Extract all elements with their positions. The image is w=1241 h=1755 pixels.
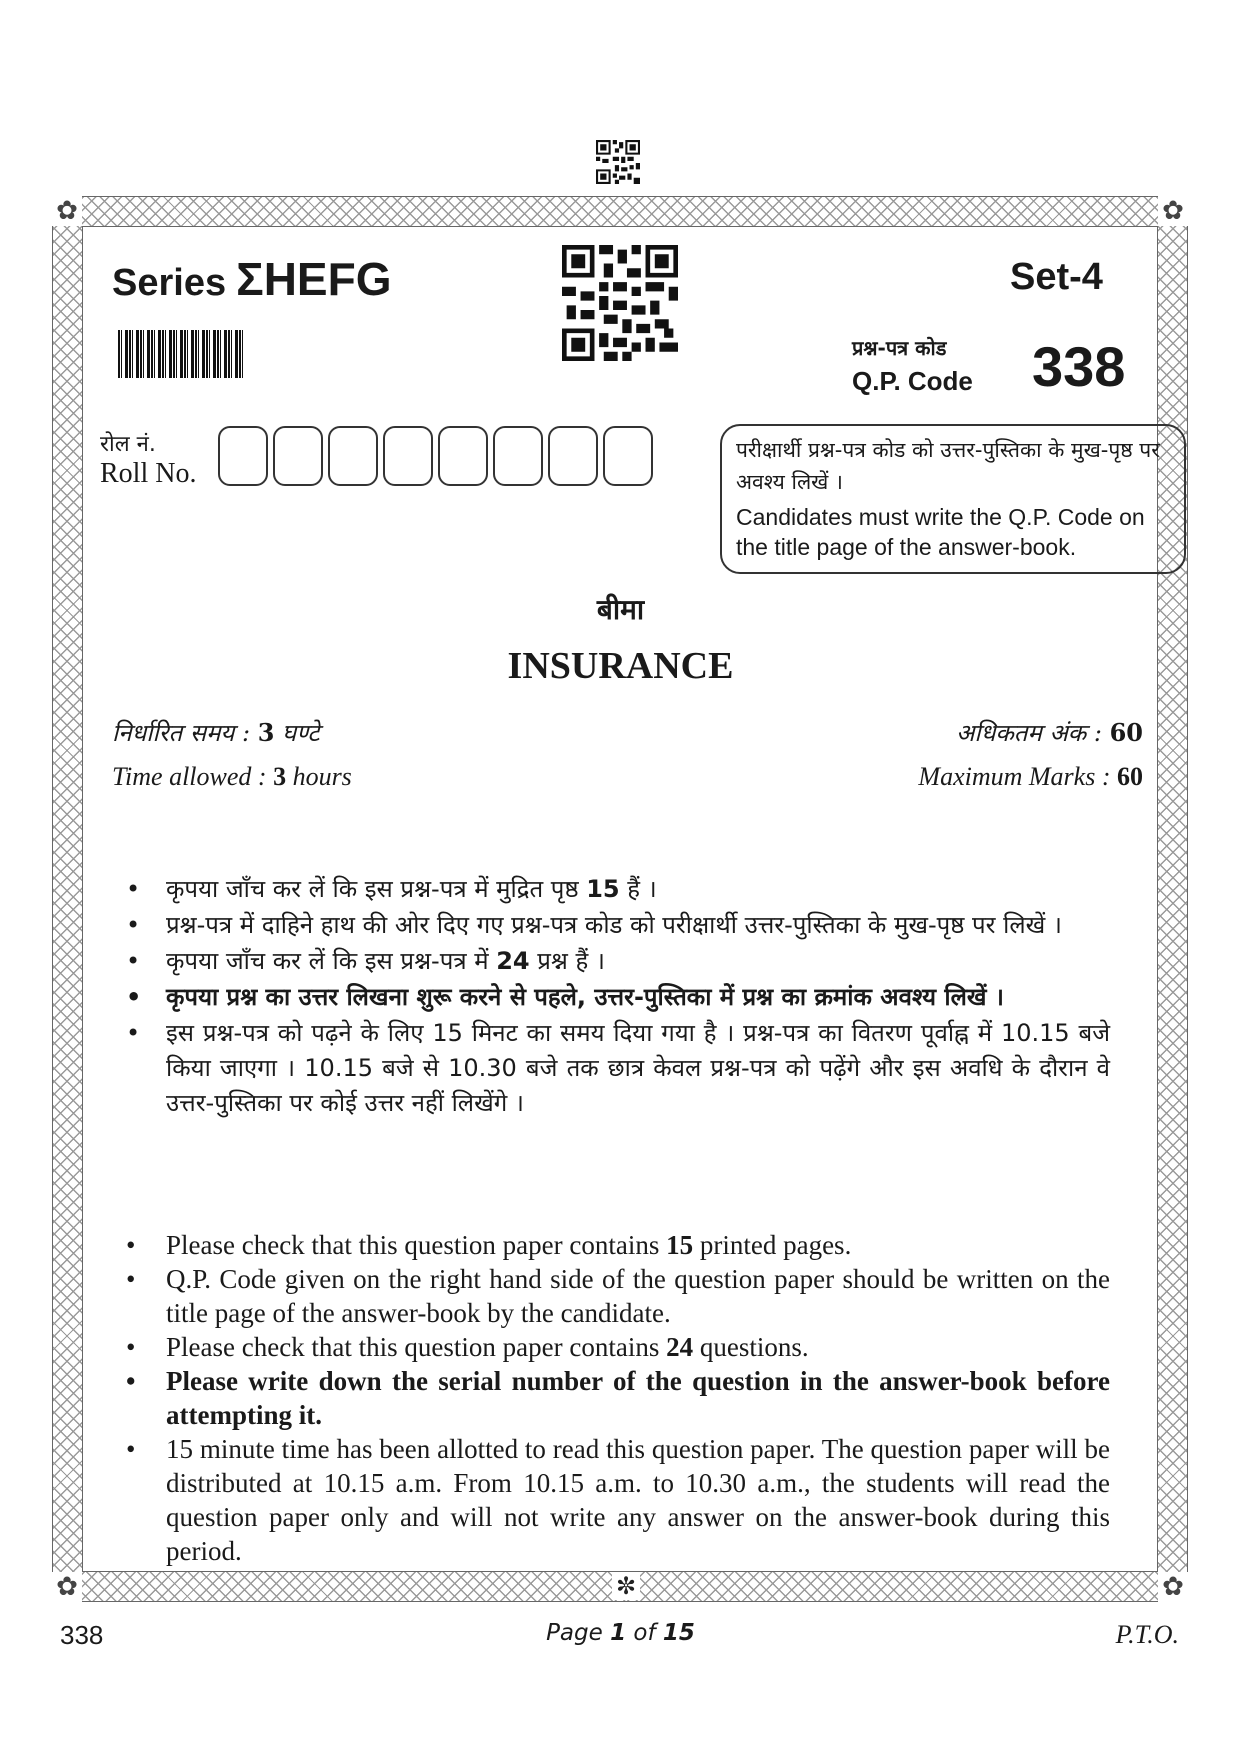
- marks-hindi-label: अधिकतम अंक :: [956, 719, 1110, 747]
- footer-paper-code: 338: [60, 1620, 104, 1650]
- roll-number-boxes: [218, 426, 658, 486]
- instruction-text: कृपया जाँच कर लें कि इस प्रश्न-पत्र में: [166, 947, 497, 975]
- series-label: [112, 252, 391, 306]
- instruction-text: questions.: [693, 1332, 809, 1362]
- qr-code-icon: [562, 245, 678, 361]
- page-prefix: Page: [546, 1620, 611, 1646]
- instruction-number: 15: [666, 1230, 694, 1260]
- time-english-unit: hours: [286, 762, 352, 791]
- subject-title-hindi: बीमा: [596, 593, 645, 626]
- roll-digit-box[interactable]: [493, 426, 543, 486]
- instruction-number: 24: [666, 1332, 694, 1362]
- instruction-number: 15: [586, 875, 620, 903]
- instruction-item: [120, 1228, 1110, 1262]
- instruction-item: • 15 minute time has been allotted to read this question paper. The question paper will be distributed at 10.15 a.m. From 10.15 a.m. to 10.30 a.m., the students will read the question paper only and will not write any answer on the answer-book during this period.: [120, 1432, 1110, 1568]
- instruction-number: 24: [496, 947, 530, 975]
- subject-title-english: INSURANCE: [507, 645, 734, 687]
- corner-ornament-icon: ✿: [52, 196, 82, 226]
- max-marks-hindi: [956, 716, 1143, 749]
- qr-code-small-icon: [596, 140, 640, 184]
- page-total: 15: [662, 1620, 695, 1646]
- footer-page-number: [0, 1620, 1241, 1646]
- star-ornament-icon: ✼: [612, 1572, 640, 1600]
- footer-pto: P.T.O.: [1115, 1620, 1179, 1649]
- time-allowed-english: [112, 762, 352, 792]
- roll-digit-box[interactable]: [328, 426, 378, 486]
- corner-ornament-icon: ✿: [1158, 196, 1188, 226]
- roll-digit-box[interactable]: [438, 426, 488, 486]
- qp-code-label-hindi: प्रश्न-पत्र कोड: [852, 336, 947, 360]
- instruction-text: हैं ।: [619, 875, 657, 903]
- marks-english-value: 60: [1117, 762, 1143, 791]
- roll-digit-box[interactable]: [273, 426, 323, 486]
- marks-hindi-value: 60: [1109, 718, 1143, 747]
- instruction-text: printed pages.: [693, 1230, 852, 1260]
- qp-code-number: 338: [1032, 335, 1126, 398]
- instruction-item: • इस प्रश्न-पत्र को पढ़ने के लिए 15 मिनट का समय दिया गया है । प्रश्न-पत्र का वितरण पूर्वाह्न में 10.15 बजे किया जाएगा । 10.15 बजे से 10.30 बजे तक छात्र केवल प्रश्न-पत्र को पढ़ेंगे और इस अवधि के दौरान वे उत्तर-पुस्तिका पर कोई उत्तर नहीं लिखेंगे ।: [120, 1016, 1110, 1121]
- time-hindi-value: 3: [257, 718, 275, 747]
- time-english-value: 3: [273, 762, 287, 791]
- time-hindi-label: निर्धारित समय :: [112, 719, 258, 747]
- marks-english-label: Maximum Marks :: [918, 762, 1117, 791]
- instruction-text: प्रश्न हैं ।: [529, 947, 605, 975]
- instruction-item: [120, 872, 1110, 907]
- corner-ornament-icon: ✿: [1158, 1572, 1188, 1602]
- max-marks-english: [918, 762, 1143, 792]
- roll-digit-box[interactable]: [383, 426, 433, 486]
- instruction-item: [120, 1330, 1110, 1364]
- set-label: Set-4: [1010, 256, 1103, 298]
- barcode-icon: [118, 330, 246, 378]
- roll-digit-box[interactable]: [218, 426, 268, 486]
- roll-label-hindi: रोल नं.: [100, 432, 156, 457]
- instruction-item: • प्रश्न-पत्र में दाहिने हाथ की ओर दिए गए प्रश्न-पत्र कोड को परीक्षार्थी उत्तर-पुस्तिका के मुख-पृष्ठ पर लिखें ।: [120, 908, 1110, 943]
- instruction-item: • Please write down the serial number of the question in the answer-book before attempting it.: [120, 1364, 1110, 1432]
- roll-digit-box[interactable]: [548, 426, 598, 486]
- time-allowed-hindi: [112, 716, 319, 749]
- series-code: ΣHEFG: [236, 253, 392, 305]
- instruction-item: [120, 944, 1110, 979]
- instruction-item: • कृपया प्रश्न का उत्तर लिखना शुरू करने से पहले, उत्तर-पुस्तिका में प्रश्न का क्रमांक अवश्य लिखें ।: [120, 980, 1110, 1015]
- roll-label-english: Roll No.: [100, 458, 197, 489]
- corner-ornament-icon: ✿: [52, 1572, 82, 1602]
- instruction-item: • Q.P. Code given on the right hand side of the question paper should be written on the title page of the answer-book by the candidate.: [120, 1262, 1110, 1330]
- series-label-text: Series: [112, 262, 227, 304]
- instruction-text: Please check that this question paper contains: [166, 1332, 667, 1362]
- page-current: 1: [610, 1620, 627, 1646]
- notice-english: Candidates must write the Q.P. Code on the title page of the answer-book.: [736, 504, 1145, 560]
- instructions-hindi-list: [120, 872, 1110, 1122]
- time-english-label: Time allowed :: [112, 762, 274, 791]
- qp-code-label-english: Q.P. Code: [852, 366, 973, 396]
- instruction-text: कृपया जाँच कर लें कि इस प्रश्न-पत्र में मुद्रित पृष्ठ: [166, 875, 587, 903]
- time-hindi-unit: घण्टे: [274, 719, 320, 747]
- notice-hindi: परीक्षार्थी प्रश्न-पत्र कोड को उत्तर-पुस्तिका के मुख-पृष्ठ पर अवश्य लिखें ।: [736, 438, 1160, 494]
- instructions-english-list: [120, 1228, 1110, 1568]
- roll-digit-box[interactable]: [603, 426, 653, 486]
- instruction-text: Please check that this question paper contains: [166, 1230, 667, 1260]
- page-of: of: [626, 1620, 663, 1646]
- candidate-notice-box: [720, 424, 1186, 574]
